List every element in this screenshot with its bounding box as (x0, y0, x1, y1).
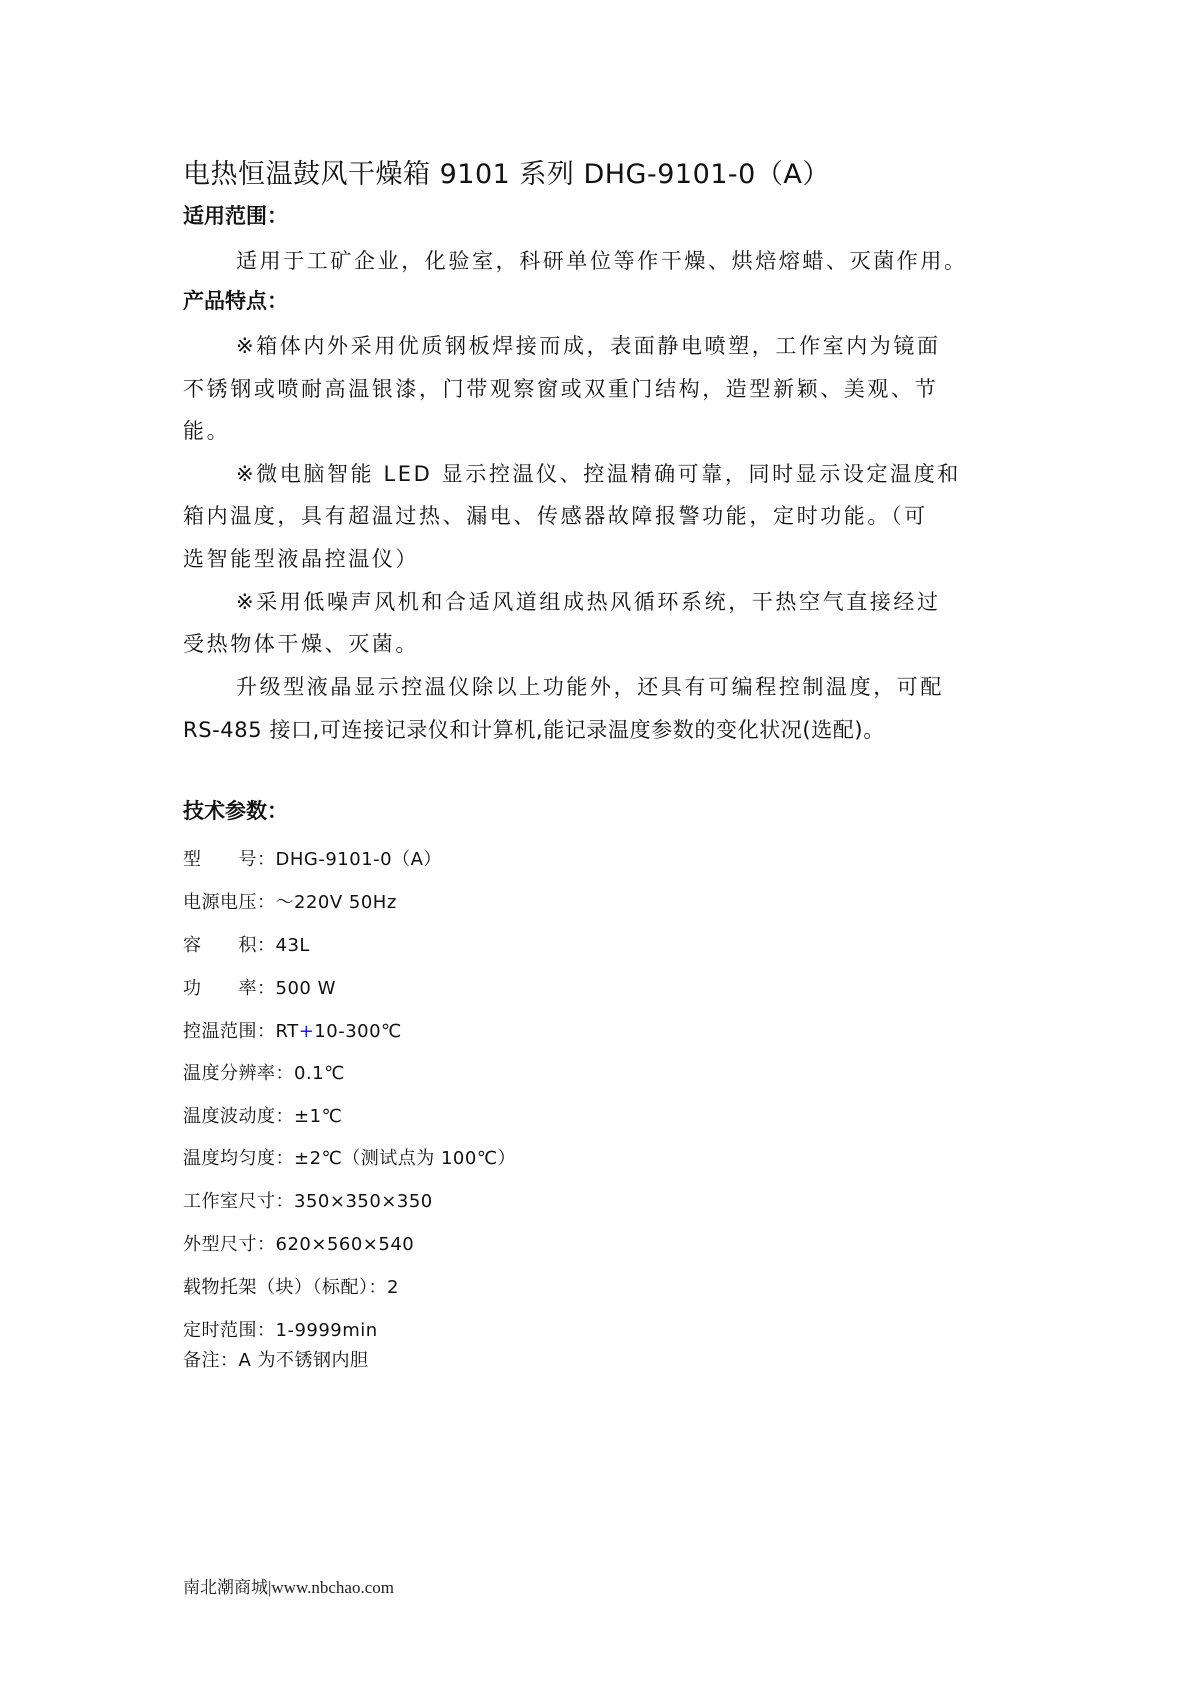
spec-value: 350×350×350 (294, 1191, 433, 1212)
spec-row-power (183, 974, 336, 1000)
feature-line: 受热物体干燥、灭菌。 (183, 632, 419, 656)
spec-row-temp-range (183, 1017, 402, 1043)
feature-line: 升级型液晶显示控温仪除以上功能外，还具有可编程控制温度，可配 (236, 675, 944, 699)
spec-note: 备注：A 为不锈钢内胆 (183, 1350, 369, 1371)
spec-value: ±1℃ (294, 1106, 343, 1127)
feature-line: 箱内温度，具有超温过热、漏电、传感器故障报警功能，定时功能。（可 (183, 504, 928, 528)
spec-label: 功 率： (183, 978, 276, 999)
scope-heading: 适用范围： (183, 204, 288, 228)
spec-row-outer-size (183, 1230, 414, 1256)
spec-label: 工作室尺寸： (183, 1191, 294, 1212)
feature-line: 能。 (183, 419, 231, 443)
feature-line: ※微电脑智能 LED 显示控温仪、控温精确可靠，同时显示设定温度和 (236, 462, 961, 486)
spec-label: 外型尺寸： (183, 1234, 276, 1255)
spec-label: 型 号： (183, 849, 276, 870)
spec-value-plus: + (298, 1021, 315, 1042)
spec-value: 1-9999min (275, 1320, 378, 1341)
spec-label: 载物托架（块）（标配）： (183, 1277, 387, 1298)
spec-row-voltage (183, 888, 397, 914)
feature-line: 选智能型液晶控温仪） (183, 547, 419, 571)
spec-row-resolution (183, 1059, 345, 1085)
spec-row-volume (183, 931, 310, 957)
spec-value: 43L (275, 935, 310, 956)
spec-value: 620×560×540 (275, 1234, 415, 1255)
features-heading: 产品特点： (183, 289, 288, 313)
spec-label: 定时范围： (183, 1320, 276, 1341)
spec-row-timer (183, 1316, 378, 1342)
spec-label: 控温范围： (183, 1021, 276, 1042)
feature-line: ※采用低噪声风机和合适风道组成热风循环系统，干热空气直接经过 (236, 590, 941, 614)
spec-value-post: 10-300℃ (314, 1021, 402, 1042)
spec-value: DHG-9101-0（A） (275, 849, 442, 870)
document-title: 电热恒温鼓风干燥箱 9101 系列 DHG-9101-0（A） (183, 159, 830, 190)
spec-label: 温度分辨率： (183, 1063, 294, 1084)
feature-line: 不锈钢或喷耐高温银漆，门带观察窗或双重门结构，造型新颖、美观、节 (183, 377, 939, 401)
scope-text: 适用于工矿企业，化验室，科研单位等作干燥、烘焙熔蜡、灭菌作用。 (236, 249, 968, 273)
spec-row-shelves (183, 1273, 399, 1299)
spec-label: 电源电压： (183, 892, 276, 913)
spec-label: 容 积： (183, 935, 276, 956)
footer-site-link[interactable]: 南北潮商城|www.nbchao.com (183, 1578, 394, 1597)
spec-value: 2 (387, 1277, 399, 1298)
spec-value: 500 W (275, 978, 336, 999)
spec-label: 温度均匀度： (183, 1148, 294, 1169)
spec-row-uniformity (183, 1144, 516, 1170)
spec-value: 0.1℃ (294, 1063, 345, 1084)
spec-row-chamber-size (183, 1187, 433, 1213)
spec-value-pre: RT (275, 1021, 299, 1042)
spec-row-fluctuation (183, 1102, 342, 1128)
spec-label: 温度波动度： (183, 1106, 294, 1127)
spec-value: ±2℃（测试点为 100℃） (294, 1148, 517, 1169)
specs-heading: 技术参数： (183, 799, 288, 823)
spec-row-model (183, 845, 442, 871)
feature-line: ※箱体内外采用优质钢板焊接而成，表面静电喷塑，工作室内为镜面 (236, 334, 941, 358)
feature-line: RS-485 接口,可连接记录仪和计算机,能记录温度参数的变化状况(选配)。 (183, 718, 885, 742)
spec-value: ～220V 50Hz (275, 892, 397, 913)
